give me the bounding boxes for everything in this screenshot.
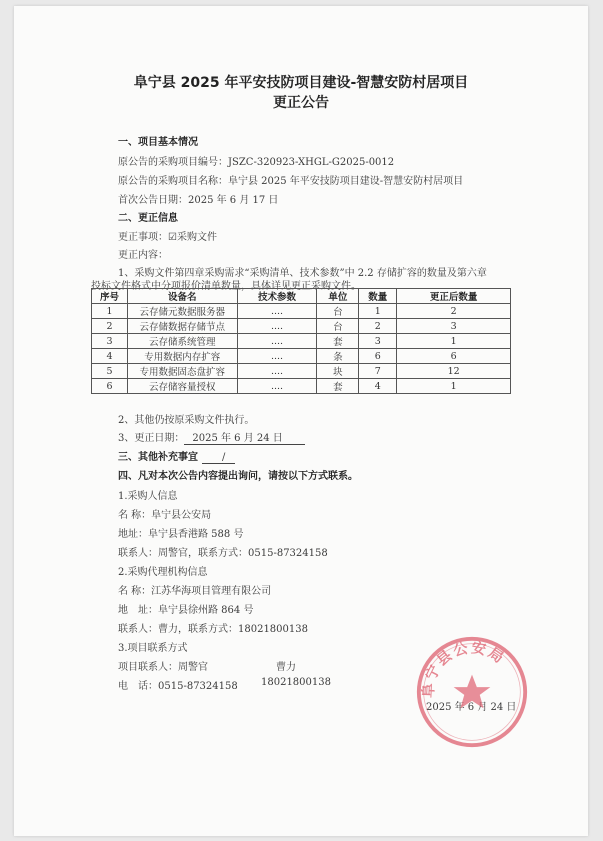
table-cell: 3 <box>397 319 511 334</box>
table-cell: 块 <box>317 364 359 379</box>
table-cell: .... <box>237 364 317 379</box>
table-cell: .... <box>237 349 317 364</box>
table-cell: 4 <box>92 349 128 364</box>
table-row <box>92 349 511 364</box>
agent-address: 地 址：阜宁县徐州路 864 号 <box>118 605 254 616</box>
table-cell: 6 <box>359 349 397 364</box>
project-contact-title: 3.项目联系方式 <box>118 643 188 654</box>
table-cell: 2 <box>397 304 511 319</box>
correction-date-value: 2025 年 6 月 24 日 <box>184 429 304 445</box>
table-row <box>92 304 511 319</box>
table-row <box>92 379 511 394</box>
first-announcement-date: 首次公告日期：2025 年 6 月 17 日 <box>118 195 279 206</box>
table-cell: .... <box>237 304 317 319</box>
buyer-info-title: 1.采购人信息 <box>118 491 178 502</box>
section-heading-correction: 二、更正信息 <box>118 213 178 224</box>
agent-name: 名 称：江苏华海项目管理有限公司 <box>118 586 272 597</box>
agent-contact: 联系人：曹力，联系方式：18021800138 <box>118 624 308 635</box>
section-heading-contact: 四、凡对本次公告内容提出询问，请按以下方式联系。 <box>118 471 358 482</box>
table-cell: 云存储容量授权 <box>127 379 237 394</box>
project-contact-phone: 电 话：0515-87324158 <box>118 681 238 692</box>
table-cell: 12 <box>397 364 511 379</box>
section-heading-basic-info: 一、项目基本情况 <box>118 137 198 148</box>
table-cell: 2 <box>92 319 128 334</box>
table-header: 数量 <box>359 289 397 304</box>
table-cell: 7 <box>359 364 397 379</box>
correction-content-label: 更正内容： <box>118 250 168 261</box>
table-cell: 6 <box>397 349 511 364</box>
table-row <box>92 334 511 349</box>
correction-table <box>91 288 511 394</box>
table-header: 序号 <box>92 289 128 304</box>
correction-paragraph-line2: 投标文件格式中分项报价清单数量，具体详见更正采购文件。 <box>91 281 361 292</box>
buyer-address: 地址：阜宁县香港路 588 号 <box>118 529 244 540</box>
other-unchanged-note: 2、其他仍按原采购文件执行。 <box>118 415 255 426</box>
seal-text: 阜宁县公安局 <box>421 640 508 699</box>
table-cell: 台 <box>317 304 359 319</box>
table-cell: 云存储系统管理 <box>127 334 237 349</box>
agent-info-title: 2.采购代理机构信息 <box>118 567 208 578</box>
table-header: 设备名 <box>127 289 237 304</box>
supplement-row <box>118 448 235 464</box>
table-cell: 云存储元数据服务器 <box>127 304 237 319</box>
table-row <box>92 319 511 334</box>
table-cell: 台 <box>317 319 359 334</box>
table-row <box>92 364 511 379</box>
table-cell: 6 <box>92 379 128 394</box>
document-page <box>14 6 588 836</box>
correction-item: 更正事项：☑采购文件 <box>118 232 217 243</box>
table-cell: .... <box>237 319 317 334</box>
table-cell: 套 <box>317 334 359 349</box>
project-name: 原公告的采购项目名称：阜宁县 2025 年平安技防项目建设-智慧安防村居项目 <box>118 176 464 187</box>
correction-date-label: 3、更正日期： <box>118 433 185 444</box>
table-cell: 2 <box>359 319 397 334</box>
table-cell: 1 <box>397 379 511 394</box>
project-contact-phone-2: 18021800138 <box>261 677 331 688</box>
table-cell: 专用数据固态盘扩容 <box>127 364 237 379</box>
table-header-row <box>92 289 511 304</box>
project-contact-person-2: 曹力 <box>276 662 296 673</box>
table-header: 更正后数量 <box>397 289 511 304</box>
table-cell: 3 <box>359 334 397 349</box>
table-cell: 4 <box>359 379 397 394</box>
section-heading-supplement: 三、其他补充事宜 <box>118 452 198 463</box>
table-cell: 1 <box>359 304 397 319</box>
table-cell: 云存储数据存储节点 <box>127 319 237 334</box>
table-cell: 5 <box>92 364 128 379</box>
table-header: 单位 <box>317 289 359 304</box>
correction-paragraph-line1: 1、采购文件第四章采购需求“采购清单、技术参数”中 2.2 存储扩容的数量及第六章 <box>118 268 487 279</box>
table-cell: 条 <box>317 349 359 364</box>
table-cell: .... <box>237 379 317 394</box>
table-cell: 1 <box>92 304 128 319</box>
document-subtitle: 更正公告 <box>273 95 329 111</box>
table-cell: 专用数据内存扩容 <box>127 349 237 364</box>
table-cell: 3 <box>92 334 128 349</box>
official-seal-icon <box>414 634 530 750</box>
table-cell: .... <box>237 334 317 349</box>
table-cell: 1 <box>397 334 511 349</box>
project-number: 原公告的采购项目编号：JSZC-320923-XHGL-G2025-0012 <box>118 157 395 168</box>
buyer-name: 名 称：阜宁县公安局 <box>118 510 212 521</box>
buyer-contact: 联系人：周警官，联系方式：0515-87324158 <box>118 548 328 559</box>
correction-date <box>118 429 305 445</box>
table-cell: 套 <box>317 379 359 394</box>
document-title: 阜宁县 2025 年平安技防项目建设-智慧安防村居项目 <box>133 75 469 91</box>
signature-date: 2025 年 6 月 24 日 <box>426 702 517 713</box>
supplement-value: / <box>202 452 235 464</box>
table-header: 技术参数 <box>237 289 317 304</box>
project-contact-persons: 项目联系人：周警官 <box>118 662 208 673</box>
